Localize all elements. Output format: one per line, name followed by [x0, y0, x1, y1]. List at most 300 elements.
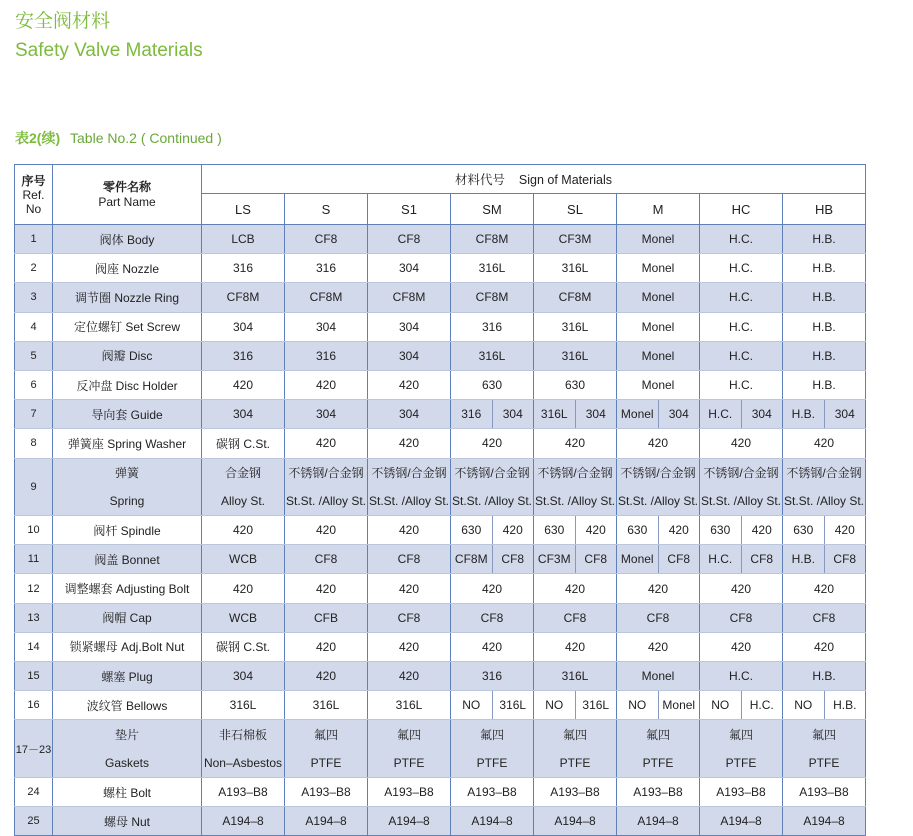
material-cell: A194–8 — [617, 807, 700, 836]
material-value: 氟四 — [728, 727, 753, 742]
ref-no-cell: 7 — [15, 400, 53, 429]
ref-no-cell: 11 — [15, 545, 53, 574]
material-value: PTFE — [808, 755, 840, 770]
table-row — [15, 720, 866, 778]
material-cell: 630 — [451, 370, 534, 399]
ref-no-cell: 1 — [15, 225, 53, 254]
material-value: NO — [617, 691, 659, 719]
material-value: 316L — [499, 698, 527, 713]
ref-no-cell: 12 — [15, 574, 53, 603]
material-cell: 420 — [368, 574, 451, 603]
part-name-cell: 定位螺钉 Set Screw — [53, 312, 202, 341]
material-value: Monel — [617, 545, 659, 573]
material-split — [534, 516, 616, 544]
material-cell: 420 — [285, 662, 368, 691]
material-value: 氟四 — [811, 727, 836, 742]
material-cell: A194–8 — [368, 807, 451, 836]
material-cell: A194–8 — [534, 807, 617, 836]
material-code-header: SL — [534, 194, 617, 225]
material-cell: A194–8 — [202, 807, 285, 836]
part-name-stack — [53, 720, 201, 777]
material-value: 合金钢 — [224, 465, 261, 480]
material-cell: Monel — [617, 341, 700, 370]
material-value: 420 — [834, 523, 855, 538]
header-part-en: Part Name — [98, 194, 156, 209]
part-name-cn: 垫片 — [114, 727, 139, 742]
material-stack — [202, 720, 284, 777]
material-code-header: LS — [202, 194, 285, 225]
part-name-stack — [53, 459, 201, 516]
material-value: 氟四 — [479, 727, 504, 742]
material-cell: CF8 — [368, 225, 451, 254]
material-cell: 420 — [368, 662, 451, 691]
material-stack — [617, 459, 699, 516]
material-cell: 316 — [202, 341, 285, 370]
material-cell: 304 — [368, 312, 451, 341]
header-part-cn: 零件名称 — [102, 179, 151, 194]
table-row — [15, 603, 866, 632]
material-value: 不锈钢/合金钢 — [703, 465, 779, 480]
material-value: Non–Asbestos — [203, 755, 283, 770]
material-cell: CF8 — [783, 603, 866, 632]
material-value: H.C. — [749, 698, 774, 713]
material-value: 非石棉板 — [218, 727, 267, 742]
material-cell: 304 — [202, 312, 285, 341]
material-cell — [534, 720, 617, 778]
material-cell: Monel — [617, 283, 700, 312]
material-split — [700, 400, 782, 428]
material-value: H.B. — [783, 545, 825, 573]
table-caption-en: Table No.2 ( Continued ) — [70, 130, 222, 146]
material-cell: 420 — [202, 516, 285, 545]
material-split — [783, 691, 865, 719]
material-cell: A193–B8 — [368, 778, 451, 807]
material-cell: A194–8 — [700, 807, 783, 836]
material-cell: 420 — [451, 574, 534, 603]
material-value: Monel — [617, 400, 659, 428]
table-row — [15, 400, 866, 429]
ref-no-cell: 24 — [15, 778, 53, 807]
material-cell: 304 — [368, 254, 451, 283]
material-cell — [451, 720, 534, 778]
material-split — [783, 545, 865, 573]
material-cell: A194–8 — [285, 807, 368, 836]
material-cell: 420 — [202, 574, 285, 603]
material-stack — [368, 720, 450, 777]
material-cell — [202, 720, 285, 778]
table-row — [15, 254, 866, 283]
material-value: PTFE — [476, 755, 508, 770]
material-cell: H.B. — [783, 312, 866, 341]
material-value: St.St. /Alloy St. — [451, 493, 533, 508]
table-row — [15, 341, 866, 370]
material-split — [451, 400, 533, 428]
material-cell: H.B. — [783, 662, 866, 691]
material-value: CF3M — [534, 545, 576, 573]
material-cell: H.B. — [783, 283, 866, 312]
material-cell: CF8 — [368, 603, 451, 632]
material-value: PTFE — [642, 755, 674, 770]
material-cell: 420 — [617, 574, 700, 603]
material-split — [700, 545, 782, 573]
part-name-cell: 阀帽 Cap — [53, 603, 202, 632]
material-cell — [534, 545, 617, 574]
material-stack — [285, 459, 367, 516]
material-cell: 630 — [534, 370, 617, 399]
material-cell — [783, 516, 866, 545]
material-cell: A193–B8 — [534, 778, 617, 807]
material-value: H.C. — [700, 545, 742, 573]
material-value: 316L — [582, 698, 610, 713]
part-name-cell — [53, 458, 202, 516]
ref-no-cell: 6 — [15, 370, 53, 399]
part-name-cell: 导向套 Guide — [53, 400, 202, 429]
material-value: H.B. — [833, 698, 857, 713]
ref-no-cell: 3 — [15, 283, 53, 312]
material-value: St.St. /Alloy St. — [368, 493, 450, 508]
material-split — [617, 545, 699, 573]
part-name-cell: 阀体 Body — [53, 225, 202, 254]
ref-no-cell: 14 — [15, 632, 53, 661]
ref-no-cell: 16 — [15, 691, 53, 720]
part-name-cell: 螺母 Nut — [53, 807, 202, 836]
material-cell: H.B. — [783, 370, 866, 399]
material-cell — [700, 400, 783, 429]
material-cell — [451, 458, 534, 516]
ref-no-cell: 2 — [15, 254, 53, 283]
material-cell: CF8 — [368, 545, 451, 574]
material-cell: H.C. — [700, 312, 783, 341]
material-cell: 304 — [368, 400, 451, 429]
material-cell: 420 — [534, 632, 617, 661]
material-cell: CF8 — [285, 225, 368, 254]
material-value: CF8 — [750, 552, 774, 567]
table-caption — [15, 128, 222, 148]
material-value: St.St. /Alloy St. — [534, 493, 616, 508]
table-row — [15, 807, 866, 836]
material-cell: A193–B8 — [783, 778, 866, 807]
material-cell — [700, 545, 783, 574]
material-cell: 420 — [285, 516, 368, 545]
material-value: H.C. — [700, 400, 742, 428]
material-value: 630 — [534, 516, 576, 544]
material-value: 316 — [451, 400, 493, 428]
table-caption-cn: 表2(续) — [15, 130, 61, 146]
material-cell: 316L — [534, 662, 617, 691]
material-cell: 420 — [783, 632, 866, 661]
material-cell — [700, 720, 783, 778]
material-cell: Monel — [617, 662, 700, 691]
material-cell: 420 — [285, 429, 368, 458]
material-stack — [700, 720, 782, 777]
material-cell: CFB — [285, 603, 368, 632]
material-value: PTFE — [310, 755, 342, 770]
ref-no-cell: 25 — [15, 807, 53, 836]
material-cell: 420 — [783, 429, 866, 458]
material-stack — [783, 720, 865, 777]
material-split — [617, 516, 699, 544]
material-value: 420 — [668, 523, 689, 538]
material-cell: 304 — [202, 662, 285, 691]
material-cell: CF3M — [534, 225, 617, 254]
material-value: 氟四 — [562, 727, 587, 742]
material-cell: 316 — [451, 662, 534, 691]
material-cell: 420 — [617, 632, 700, 661]
material-value: H.B. — [783, 400, 825, 428]
material-value: 630 — [451, 516, 493, 544]
material-cell: 420 — [783, 574, 866, 603]
header-part-name — [53, 165, 202, 225]
part-name-cell: 阀盖 Bonnet — [53, 545, 202, 574]
ref-no-cell: 9 — [15, 458, 53, 516]
material-cell — [783, 720, 866, 778]
part-name-cell: 反冲盘 Disc Holder — [53, 370, 202, 399]
material-value: NO — [700, 691, 742, 719]
material-cell — [700, 458, 783, 516]
material-cell — [617, 458, 700, 516]
header-ref-en2: No — [25, 201, 42, 216]
material-cell — [451, 400, 534, 429]
material-cell — [368, 458, 451, 516]
material-value: Alloy St. — [220, 493, 265, 508]
material-cell: Monel — [617, 370, 700, 399]
part-name-cell — [53, 720, 202, 778]
header-ref-cn: 序号 — [21, 173, 46, 188]
material-cell: WCB — [202, 545, 285, 574]
material-cell: 420 — [534, 574, 617, 603]
materials-table — [14, 164, 866, 836]
ref-no-cell: 15 — [15, 662, 53, 691]
material-code-header: SM — [451, 194, 534, 225]
part-name-cell: 阀杆 Spindle — [53, 516, 202, 545]
material-cell: WCB — [202, 603, 285, 632]
material-cell: 420 — [285, 574, 368, 603]
material-value: CF8 — [501, 552, 525, 567]
material-cell: CF8M — [451, 225, 534, 254]
material-cell — [783, 400, 866, 429]
ref-no-cell: 13 — [15, 603, 53, 632]
material-cell: 316 — [202, 254, 285, 283]
material-cell — [617, 516, 700, 545]
material-split — [617, 400, 699, 428]
material-value: St.St. /Alloy St. — [617, 493, 699, 508]
material-value: NO — [451, 691, 493, 719]
material-cell: CF8 — [617, 603, 700, 632]
material-cell: CF8 — [534, 603, 617, 632]
material-cell: H.C. — [700, 341, 783, 370]
material-cell: 316L — [202, 691, 285, 720]
material-value: NO — [783, 691, 825, 719]
part-name-cell: 调节圈 Nozzle Ring — [53, 283, 202, 312]
material-cell: 420 — [534, 429, 617, 458]
header-ref-no — [15, 165, 53, 225]
material-cell: 420 — [368, 516, 451, 545]
material-cell: 420 — [451, 429, 534, 458]
header-materials: 材料代号 Sign of Materials — [202, 165, 866, 194]
material-value: 630 — [783, 516, 825, 544]
material-cell: Monel — [617, 312, 700, 341]
material-split — [451, 545, 533, 573]
material-cell — [617, 691, 700, 720]
material-cell — [700, 516, 783, 545]
header-ref-en1: Ref. — [22, 187, 45, 202]
material-split — [617, 691, 699, 719]
material-cell — [783, 691, 866, 720]
material-cell: 316 — [451, 312, 534, 341]
material-cell — [285, 720, 368, 778]
material-cell: CF8 — [285, 545, 368, 574]
page-title-cn: 安全阀材料 — [15, 11, 111, 32]
material-cell — [617, 545, 700, 574]
material-cell: 304 — [368, 341, 451, 370]
material-cell: CF8M — [534, 283, 617, 312]
table-body — [15, 225, 866, 836]
material-cell: Monel — [617, 225, 700, 254]
material-value: 不锈钢/合金钢 — [620, 465, 696, 480]
material-cell: 316L — [368, 691, 451, 720]
material-value: 316L — [534, 400, 576, 428]
material-value: PTFE — [725, 755, 757, 770]
part-name-cell: 阀瓣 Disc — [53, 341, 202, 370]
ref-no-cell: 4 — [15, 312, 53, 341]
material-cell — [368, 720, 451, 778]
material-value: 304 — [834, 407, 855, 422]
material-code-header: S — [285, 194, 368, 225]
material-cell: 316 — [285, 254, 368, 283]
table-header-row — [15, 165, 866, 194]
material-cell: CF8 — [700, 603, 783, 632]
table-row — [15, 370, 866, 399]
material-value: 不锈钢/合金钢 — [537, 465, 613, 480]
ref-no-cell: 17－23 — [15, 720, 53, 778]
material-value: 304 — [668, 407, 689, 422]
material-value: 不锈钢/合金钢 — [371, 465, 447, 480]
material-cell: CF8M — [368, 283, 451, 312]
material-cell: H.C. — [700, 283, 783, 312]
material-cell — [783, 458, 866, 516]
ref-no-cell: 8 — [15, 429, 53, 458]
material-cell — [783, 545, 866, 574]
material-cell — [202, 458, 285, 516]
material-value: 不锈钢/合金钢 — [454, 465, 530, 480]
table-row — [15, 283, 866, 312]
material-stack — [700, 459, 782, 516]
material-cell: A193–B8 — [285, 778, 368, 807]
material-value: NO — [534, 691, 576, 719]
material-cell: A193–B8 — [202, 778, 285, 807]
material-cell: H.C. — [700, 225, 783, 254]
material-value: CF8 — [584, 552, 608, 567]
material-value: 304 — [751, 407, 772, 422]
material-value: 420 — [585, 523, 606, 538]
material-cell: A193–B8 — [617, 778, 700, 807]
material-value: 630 — [700, 516, 742, 544]
part-name-en: Spring — [109, 493, 145, 508]
material-cell: 碳钢 C.St. — [202, 632, 285, 661]
material-cell: 316L — [451, 341, 534, 370]
material-cell: CF8M — [451, 283, 534, 312]
material-cell: 316L — [534, 341, 617, 370]
material-cell: H.B. — [783, 341, 866, 370]
table-row — [15, 225, 866, 254]
material-stack — [451, 459, 533, 516]
material-value: 不锈钢/合金钢 — [786, 465, 862, 480]
material-cell — [534, 691, 617, 720]
table-row — [15, 516, 866, 545]
material-cell: 420 — [368, 370, 451, 399]
material-split — [534, 400, 616, 428]
material-cell: 420 — [285, 370, 368, 399]
material-stack — [534, 720, 616, 777]
material-stack — [202, 459, 284, 516]
material-cell — [451, 691, 534, 720]
material-code-header: HB — [783, 194, 866, 225]
part-name-cell: 锁紧螺母 Adj.Bolt Nut — [53, 632, 202, 661]
material-split — [700, 516, 782, 544]
ref-no-cell: 10 — [15, 516, 53, 545]
material-cell — [285, 458, 368, 516]
material-split — [534, 691, 616, 719]
material-cell: 420 — [451, 632, 534, 661]
material-value: 不锈钢/合金钢 — [288, 465, 364, 480]
material-stack — [783, 459, 865, 516]
part-name-cell: 波纹管 Bellows — [53, 691, 202, 720]
material-cell: 420 — [368, 632, 451, 661]
table-row — [15, 778, 866, 807]
material-cell: 420 — [368, 429, 451, 458]
table-row — [15, 312, 866, 341]
material-code-header: M — [617, 194, 700, 225]
material-stack — [534, 459, 616, 516]
material-value: 氟四 — [313, 727, 338, 742]
material-cell: 304 — [285, 400, 368, 429]
material-value: St.St. /Alloy St. — [285, 493, 367, 508]
material-value: 氟四 — [396, 727, 421, 742]
material-cell: 316L — [534, 254, 617, 283]
material-cell — [534, 516, 617, 545]
material-cell: 420 — [700, 632, 783, 661]
part-name-cell: 阀座 Nozzle — [53, 254, 202, 283]
material-cell: A193–B8 — [700, 778, 783, 807]
material-split — [783, 516, 865, 544]
table-row — [15, 574, 866, 603]
material-cell: 420 — [617, 429, 700, 458]
material-code-header: HC — [700, 194, 783, 225]
table-row — [15, 632, 866, 661]
material-code-header: S1 — [368, 194, 451, 225]
material-cell: H.B. — [783, 225, 866, 254]
material-stack — [451, 720, 533, 777]
material-cell: H.C. — [700, 254, 783, 283]
material-cell — [451, 545, 534, 574]
table-row — [15, 458, 866, 516]
table-row — [15, 662, 866, 691]
material-value: 304 — [502, 407, 523, 422]
material-cell — [534, 458, 617, 516]
material-cell — [534, 400, 617, 429]
part-name-cell: 调整螺套 Adjusting Bolt — [53, 574, 202, 603]
material-cell: A194–8 — [451, 807, 534, 836]
material-stack — [617, 720, 699, 777]
material-stack — [285, 720, 367, 777]
material-value: 630 — [617, 516, 659, 544]
page-title-en: Safety Valve Materials — [15, 40, 203, 61]
material-cell: LCB — [202, 225, 285, 254]
material-cell: 420 — [202, 370, 285, 399]
material-cell: H.C. — [700, 370, 783, 399]
material-cell — [451, 516, 534, 545]
material-cell: 碳钢 C.St. — [202, 429, 285, 458]
